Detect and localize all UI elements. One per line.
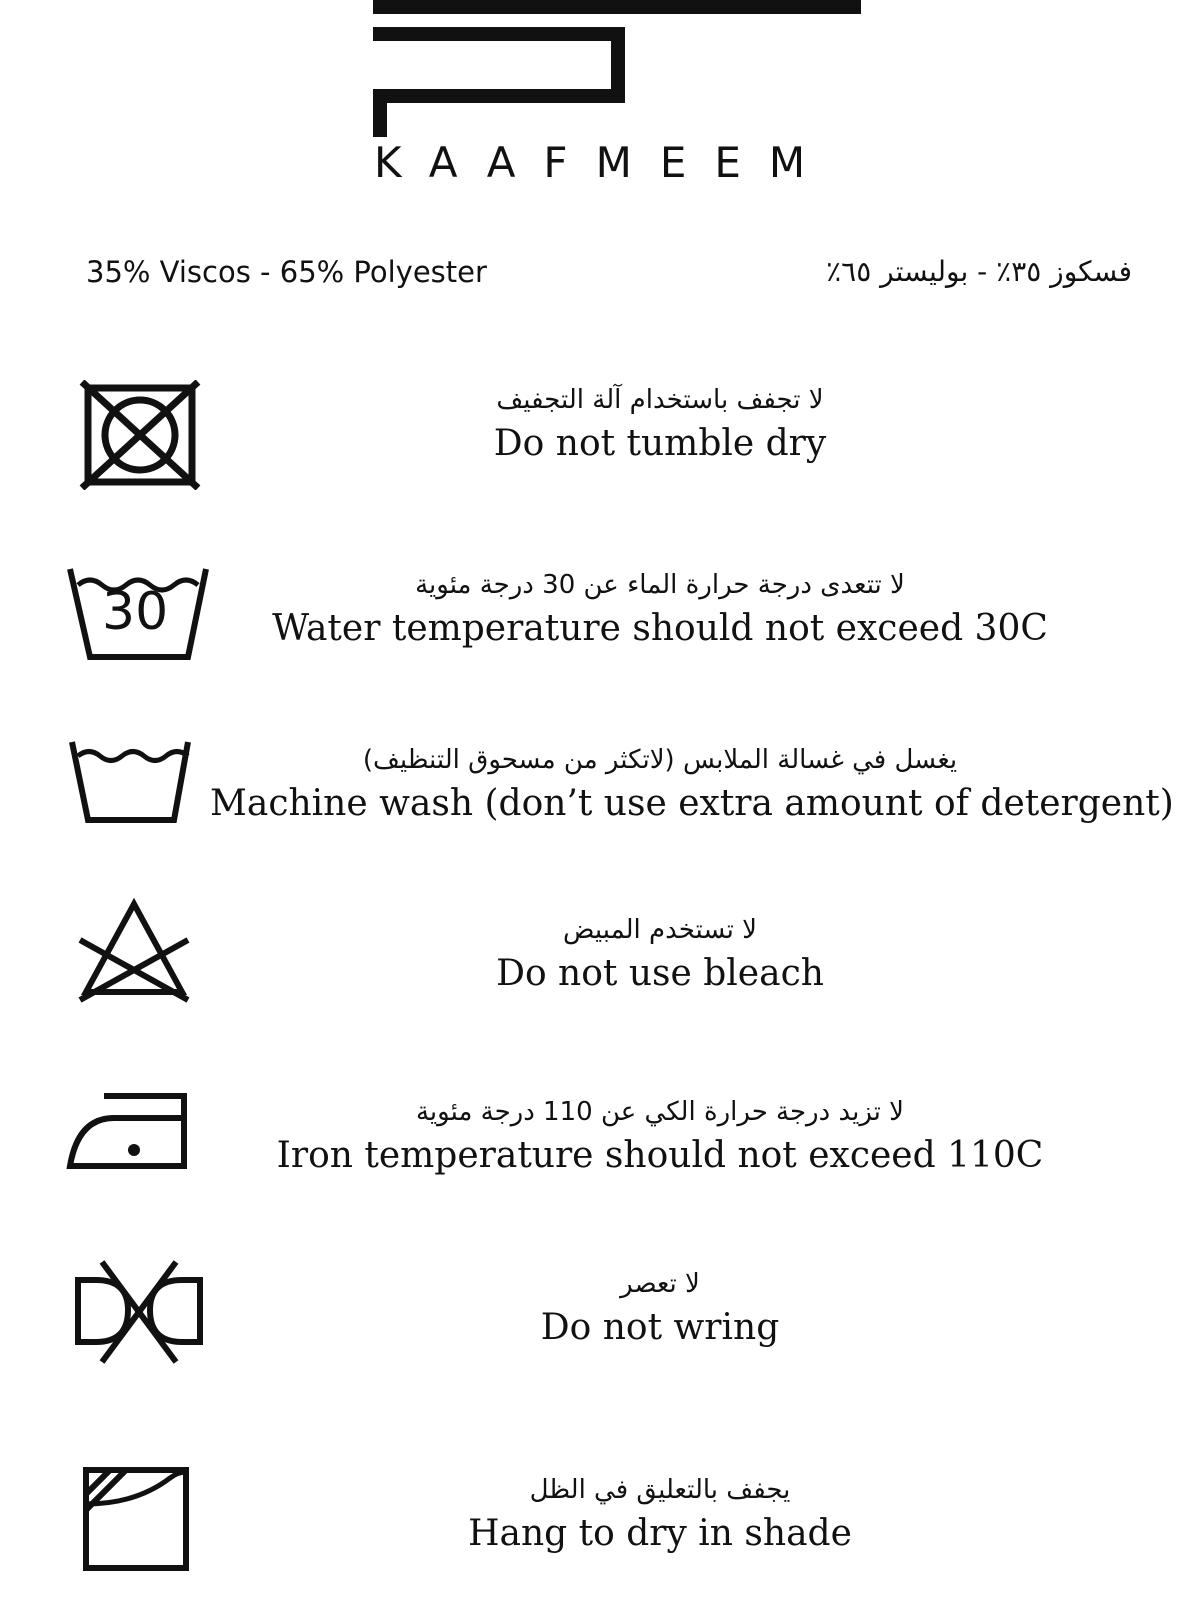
iron-low-icon [64,1092,194,1182]
care-text-tumble-dry [210,380,1110,468]
care-arabic-text: لا تستخدم المبيض [563,915,757,945]
dry-in-shade-icon [80,1464,200,1574]
composition-english: 35% Viscos - 65% Polyester [86,255,487,289]
care-english-text: Do not wring [540,1307,780,1348]
composition-arabic: فسكوز ٣٥٪ - بوليستر ٦٥٪ [826,255,1132,288]
care-text-shade-dry [210,1470,1110,1558]
brand-logo [0,0,1200,200]
care-text-iron [210,1092,1110,1180]
brand-name: KAAFMEEM [374,138,834,187]
care-arabic-text: يجفف بالتعليق في الظل [529,1475,791,1505]
care-english-text: Machine wash (don’t use extra amount of detergent) [210,783,1174,824]
kaafmeem-logo-mark [0,0,1200,140]
do-not-bleach-icon [76,896,196,1006]
care-text-machine-wash [210,740,1174,828]
care-arabic-text: لا تجفف باستخدام آلة التجفيف [496,385,824,415]
do-not-wring-icon [70,1258,210,1368]
care-english-text: Iron temperature should not exceed 110C [276,1135,1044,1176]
care-arabic-text: يغسل في غسالة الملابس (لاتكثر من مسحوق التنظيف) [362,745,958,775]
wash-temperature-label: 30 [102,582,169,642]
care-english-text: Water temperature should not exceed 30C [272,608,1048,649]
care-arabic-text: لا تتعدى درجة حرارة الماء عن 30 درجة مئوية [415,570,905,600]
do-not-tumble-dry-icon [78,380,208,490]
care-text-wash-30 [210,565,1110,653]
care-english-text: Do not use bleach [496,953,824,994]
care-arabic-text: لا تزيد درجة حرارة الكي عن 110 درجة مئوية [415,1097,905,1127]
care-arabic-text: لا تعصر [620,1269,700,1299]
machine-wash-icon [66,740,196,830]
care-english-text: Hang to dry in shade [468,1513,852,1554]
care-text-bleach [210,910,1110,998]
care-text-wring [210,1264,1110,1352]
care-english-text: Do not tumble dry [493,423,827,464]
